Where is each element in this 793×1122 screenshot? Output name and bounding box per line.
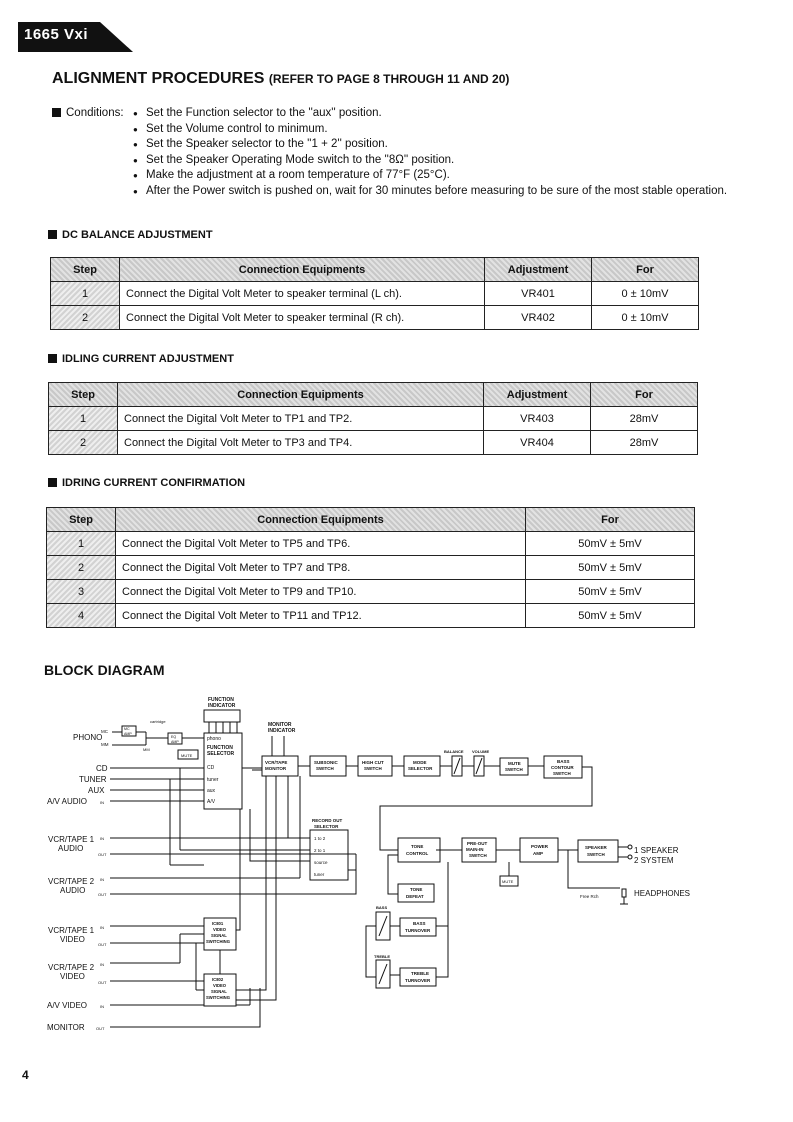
- speaker-switch-label-1: SPEAKER: [585, 845, 607, 850]
- fs-aux: aux: [207, 788, 216, 794]
- fs-phono: phono: [207, 736, 221, 742]
- condition-item: ● Set the Function selector to the ''aux'' position.: [135, 106, 735, 122]
- col-connection: Connection Equipments: [120, 258, 485, 282]
- eq-amp-label-2: AMP: [171, 740, 179, 744]
- bass-label: BASS: [376, 905, 388, 910]
- mute-switch-label-2: SWITCH: [505, 767, 523, 772]
- ic801-label-3: SIGNAL: [211, 933, 227, 938]
- vcr1-video-in: IN: [100, 925, 104, 930]
- speaker-switch-box: [578, 840, 618, 862]
- col-connection: Connection Equipments: [118, 383, 484, 407]
- table-row: [47, 532, 695, 556]
- headphones-label: HEADPHONES: [634, 889, 691, 898]
- tone-defeat-label-1: TONE: [410, 887, 423, 892]
- mm-switch-label: MM: [143, 747, 150, 752]
- col-step: Step: [47, 508, 116, 532]
- vcr1-audio-out: OUT: [98, 852, 107, 857]
- square-bullet-icon: [48, 354, 57, 363]
- tone-control-label-1: TONE: [411, 844, 424, 849]
- conditions-label: Conditions:: [52, 106, 124, 122]
- for-cell: 28mV: [591, 407, 698, 431]
- connection-cell: Connect the Digital Volt Meter to speaker terminal (R ch).: [120, 306, 485, 330]
- power-amp-label-2: AMP: [533, 851, 543, 856]
- bass-turnover-label-1: BASS: [413, 921, 426, 926]
- vcr2-audio-label-2: AUDIO: [60, 886, 86, 895]
- ic801-label-1: IC801: [212, 921, 224, 926]
- vcr-tape-monitor-label-1: VCR/TAPE: [265, 760, 288, 765]
- table-row: [49, 407, 698, 431]
- col-adjustment: Adjustment: [484, 383, 591, 407]
- step-cell: 2: [51, 306, 120, 330]
- power-mute-label: MUTE: [502, 879, 514, 884]
- power-amp-label-1: POWER: [531, 844, 549, 849]
- fs-title-2: SELECTOR: [207, 751, 235, 757]
- fs-av: A/V: [207, 799, 216, 805]
- table-row: [49, 431, 698, 455]
- vcr2-video-in: IN: [100, 962, 104, 967]
- adjustment-cell: VR401: [485, 282, 592, 306]
- table-row: [47, 604, 695, 628]
- vcr1-video-label-1: VCR/TAPE 1: [48, 926, 95, 935]
- step-cell: 1: [51, 282, 120, 306]
- connection-cell: Connect the Digital Volt Meter to TP5 and TP6.: [116, 532, 526, 556]
- title-main: ALIGNMENT PROCEDURES: [52, 70, 265, 87]
- col-adjustment: Adjustment: [485, 258, 592, 282]
- indicator-lamps: [204, 710, 240, 722]
- adjustment-cell: VR404: [484, 431, 591, 455]
- fs-title-1: FUNCTION: [207, 745, 233, 751]
- dc-balance-table: [50, 257, 699, 330]
- treble-turnover-label-1: TREBLE: [411, 971, 429, 976]
- mute-switch-label-1: MUTE: [508, 761, 521, 766]
- vcr1-audio-label-1: VCR/TAPE 1: [48, 835, 95, 844]
- condition-item: ● Set the Speaker Operating Mode switch to the ''8Ω'' position.: [135, 153, 735, 169]
- ic802-label-2: VIDEO: [213, 983, 227, 988]
- speaker-1-terminal-icon: [628, 845, 632, 849]
- phono-mute-label: MUTE: [181, 753, 193, 758]
- vcr1-video-label-2: VIDEO: [60, 935, 85, 944]
- idring-table: [46, 507, 695, 628]
- col-step: Step: [49, 383, 118, 407]
- ic801-label-2: VIDEO: [213, 927, 227, 932]
- idling-title: IDLING CURRENT ADJUSTMENT: [48, 353, 234, 365]
- input-av-video: A/V VIDEO: [47, 1001, 88, 1010]
- condition-item: ● Make the adjustment at a room temperature of 77°F (25°C).: [135, 168, 735, 184]
- condition-item: ● Set the Speaker selector to the ''1 + 2'' position.: [135, 137, 735, 153]
- condition-item: ● After the Power switch is pushed on, wait for 30 minutes before measuring to be sure of the most stable operation.: [135, 184, 735, 200]
- ic802-label-3: SIGNAL: [211, 989, 227, 994]
- mc-amp-label-2: AMP: [124, 732, 132, 736]
- tone-defeat-label-2: DEFEAT: [406, 894, 424, 899]
- for-cell: 0 ± 10mV: [592, 282, 699, 306]
- idling-table: [48, 382, 698, 455]
- idring-title: IDRING CURRENT CONFIRMATION: [48, 477, 245, 489]
- connection-cell: Connect the Digital Volt Meter to TP7 and TP8.: [116, 556, 526, 580]
- record-out-label-1: RECORD OUT: [312, 818, 343, 823]
- title-reference: (REFER TO PAGE 8 THROUGH 11 AND 20): [268, 72, 510, 86]
- ic801-label-4: SWITCHING: [206, 939, 230, 944]
- tone-control-label-2: CONTROL: [406, 851, 429, 856]
- high-cut-label-2: SWITCH: [364, 766, 382, 771]
- connection-cell: Connect the Digital Volt Meter to TP9 and TP10.: [116, 580, 526, 604]
- input-aux: AUX: [88, 786, 105, 795]
- table-header-row: [47, 508, 695, 532]
- vcr2-video-out: OUT: [98, 980, 107, 985]
- bass-contour-label-2: CONTOUR: [551, 765, 574, 770]
- vcr2-audio-out: OUT: [98, 892, 107, 897]
- col-for: For: [526, 508, 695, 532]
- block-diagram-title: BLOCK DIAGRAM: [44, 662, 165, 678]
- function-indicator-label-1: FUNCTION: [208, 697, 234, 703]
- pre-out-label-3: SWITCH: [469, 853, 487, 858]
- ic802-label-1: IC802: [212, 977, 224, 982]
- input-cd: CD: [96, 764, 108, 773]
- col-step: Step: [51, 258, 120, 282]
- speaker-system-label-2: 2 SYSTEM: [634, 856, 674, 865]
- vcr2-audio-in: IN: [100, 877, 104, 882]
- vcr2-audio-label-1: VCR/TAPE 2: [48, 877, 95, 886]
- conditions-list: [135, 106, 735, 199]
- vcr-tape-monitor-label-2: MONITOR: [265, 766, 287, 771]
- connection-cell: Connect the Digital Volt Meter to speaker terminal (L ch).: [120, 282, 485, 306]
- connection-cell: Connect the Digital Volt Meter to TP1 and TP2.: [118, 407, 484, 431]
- input-monitor: MONITOR: [47, 1023, 85, 1032]
- bass-contour-label-1: BASS: [557, 759, 570, 764]
- square-bullet-icon: [48, 230, 57, 239]
- step-cell: 2: [49, 431, 118, 455]
- table-header-row: [49, 383, 698, 407]
- speaker-switch-label-2: SWITCH: [587, 852, 605, 857]
- bass-contour-label-3: SWITCH: [553, 771, 571, 776]
- av-video-in: IN: [100, 1004, 104, 1009]
- cartridge-label: cartridge: [150, 719, 166, 724]
- power-amp-box: [520, 838, 558, 862]
- col-connection: Connection Equipments: [116, 508, 526, 532]
- av-audio-in: IN: [100, 800, 104, 805]
- mc-amp-label-1: MC: [124, 727, 130, 731]
- vcr2-video-label-2: VIDEO: [60, 972, 85, 981]
- vcr1-audio-in: IN: [100, 836, 104, 841]
- step-cell: 4: [47, 604, 116, 628]
- treble-turnover-label-2: TURNOVER: [405, 978, 431, 983]
- table-row: [51, 306, 699, 330]
- connection-cell: Connect the Digital Volt Meter to TP11 and TP12.: [116, 604, 526, 628]
- for-cell: 50mV ± 5mV: [526, 556, 695, 580]
- step-cell: 1: [47, 532, 116, 556]
- col-for: For: [591, 383, 698, 407]
- table-row: [47, 580, 695, 604]
- table-row: [51, 282, 699, 306]
- ic802-label-4: SWITCHING: [206, 995, 230, 1000]
- input-mm: MM: [101, 742, 109, 747]
- input-mc: MC: [101, 729, 108, 734]
- treble-label: TREBLE: [374, 954, 390, 959]
- bass-turnover-label-2: TURNOVER: [405, 928, 431, 933]
- subsonic-label-1: SUBSONIC: [314, 760, 338, 765]
- model-tab-label: 1665 Vxi: [24, 26, 89, 43]
- page-number: 4: [22, 1068, 29, 1082]
- step-cell: 3: [47, 580, 116, 604]
- record-out-label-2: SELECTOR: [314, 824, 339, 829]
- speaker-2-terminal-icon: [628, 855, 632, 859]
- dc-balance-title: DC BALANCE ADJUSTMENT: [48, 229, 213, 241]
- fs-tuner: tuner: [207, 777, 219, 783]
- speaker-system-label-1: 1 SPEAKER: [634, 846, 679, 855]
- square-bullet-icon: [48, 478, 57, 487]
- monitor-out: OUT: [96, 1026, 105, 1031]
- input-tuner: TUNER: [79, 775, 107, 784]
- table-header-row: [51, 258, 699, 282]
- record-pos-3: source: [314, 860, 328, 865]
- high-cut-label-1: HIGH CUT: [362, 760, 384, 765]
- adjustment-cell: VR403: [484, 407, 591, 431]
- function-indicator-label-2: INDICATOR: [208, 703, 236, 709]
- tone-control-box: [398, 838, 440, 862]
- function-indicator: [204, 697, 240, 733]
- fs-cd: CD: [207, 765, 215, 771]
- input-av-audio: A/V AUDIO: [47, 797, 88, 806]
- for-cell: 28mV: [591, 431, 698, 455]
- eq-amp-label-1: EQ: [171, 735, 177, 739]
- input-phono: PHONO: [73, 733, 103, 742]
- for-cell: 50mV ± 5mV: [526, 532, 695, 556]
- col-for: For: [592, 258, 699, 282]
- vcr2-video-label-1: VCR/TAPE 2: [48, 963, 95, 972]
- for-cell: 50mV ± 5mV: [526, 580, 695, 604]
- condition-item: ● Set the Volume control to minimum.: [135, 122, 735, 138]
- monitor-indicator-label-2: INDICATOR: [268, 728, 296, 734]
- adjustment-cell: VR402: [485, 306, 592, 330]
- table-row: [47, 556, 695, 580]
- step-cell: 2: [47, 556, 116, 580]
- pre-out-label-1: PRE-OUT: [467, 841, 488, 846]
- balance-label: BALANCE: [444, 749, 464, 754]
- vcr1-audio-label-2: AUDIO: [58, 844, 84, 853]
- pre-out-label-2: MAIN-IN: [466, 847, 484, 852]
- subsonic-label-2: SWITCH: [316, 766, 334, 771]
- free-rch-label: Free Rch: [580, 894, 599, 899]
- for-cell: 50mV ± 5mV: [526, 604, 695, 628]
- connection-cell: Connect the Digital Volt Meter to TP3 and TP4.: [118, 431, 484, 455]
- vcr1-video-out: OUT: [98, 942, 107, 947]
- for-cell: 0 ± 10mV: [592, 306, 699, 330]
- volume-label: VOLUME: [472, 749, 490, 754]
- monitor-indicator-label-1: MONITOR: [268, 722, 292, 728]
- page-title: [52, 70, 509, 88]
- square-bullet-icon: [52, 108, 61, 117]
- block-diagram: [0, 690, 793, 1050]
- record-pos-2: 2 to 1: [314, 848, 326, 853]
- record-pos-1: 1 to 2: [314, 836, 326, 841]
- mode-selector-label-1: MODE: [413, 760, 427, 765]
- mode-selector-label-2: SELECTOR: [408, 766, 433, 771]
- record-pos-4: tuner: [314, 872, 325, 877]
- headphone-jack-icon: [622, 889, 626, 897]
- step-cell: 1: [49, 407, 118, 431]
